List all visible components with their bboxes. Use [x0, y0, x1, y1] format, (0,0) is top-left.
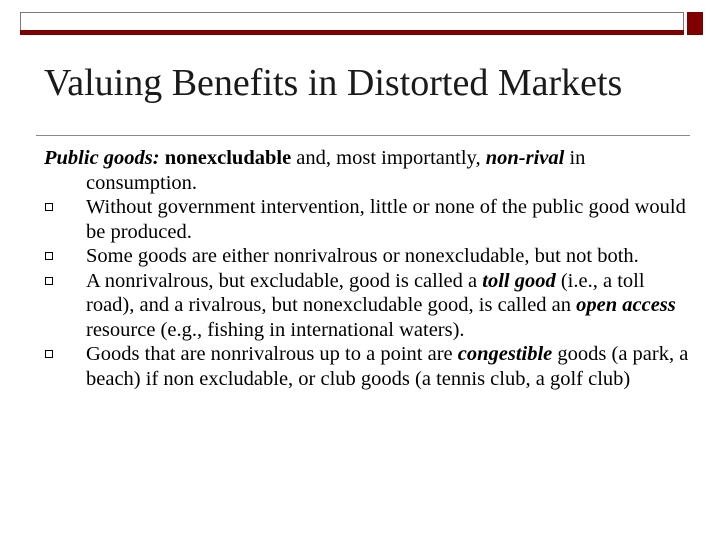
intro-text-2: in consumption.: [86, 147, 586, 194]
bullet-text-b: (i.e., a toll road), and a rivalrous, but nonexcludable good, is called an: [86, 269, 645, 316]
corner-accent-square: [687, 12, 703, 35]
intro-nonrival: non-rival: [485, 147, 565, 169]
title-divider: [36, 135, 690, 136]
intro-term: Public goods:: [44, 147, 160, 169]
bullet-item: [44, 342, 694, 391]
bullet-text-a: Goods that are nonrivalrous up to a point are: [86, 343, 458, 365]
congestible-term: congestible: [457, 343, 553, 365]
bullet-text-c: resource (e.g., fishing in international waters).: [86, 318, 465, 341]
bullet-text: Some goods are either nonrivalrous or nonexcludable, but not both.: [86, 245, 639, 267]
hollow-square-bullet-icon: [45, 252, 53, 260]
bullet-text: Without government intervention, little or none of the public good would be produced.: [86, 196, 686, 243]
hollow-square-bullet-icon: [45, 350, 53, 358]
intro-nonexcludable: nonexcludable: [164, 147, 292, 169]
top-band-accent: [20, 30, 684, 35]
intro-paragraph: [44, 146, 694, 195]
bullet-text-b: goods (a park, a beach) if non excludable, or club goods (a tennis club, a golf club): [86, 343, 689, 390]
intro-text-1: and, most importantly,: [291, 147, 486, 169]
bullet-text-a: A nonrivalrous, but excludable, good is called a: [86, 269, 483, 292]
toll-good-term: toll good: [482, 269, 556, 292]
open-access-term: open access: [576, 294, 676, 316]
bullet-item: [44, 195, 694, 244]
bullet-item: [44, 244, 694, 269]
hollow-square-bullet-icon: [45, 203, 53, 211]
slide-body: [44, 146, 694, 391]
hollow-square-bullet-icon: [45, 277, 53, 285]
bullet-item: [44, 269, 694, 343]
slide-title: Valuing Benefits in Distorted Markets: [44, 62, 623, 104]
